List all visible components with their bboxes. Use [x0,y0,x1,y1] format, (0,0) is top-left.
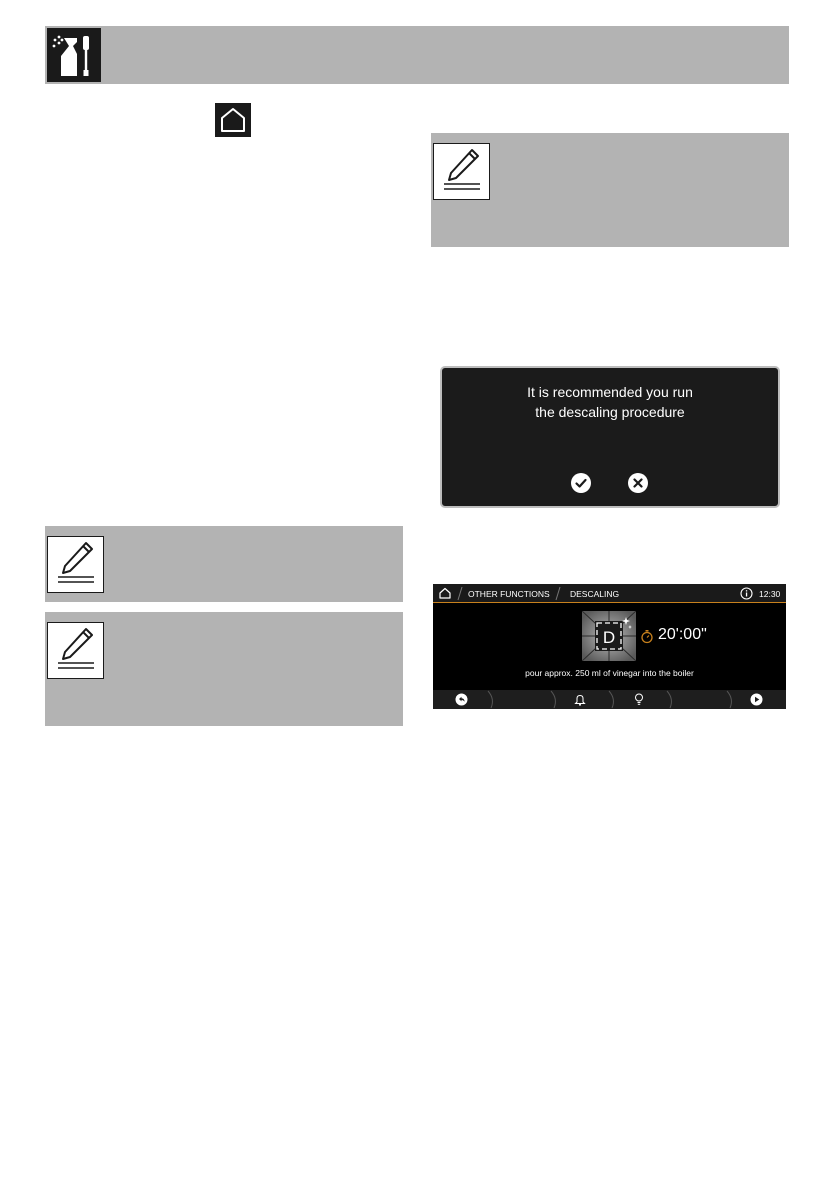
bulb-icon[interactable] [634,693,644,706]
note-box [45,612,403,726]
note-box [431,133,789,247]
descaling-d-icon [582,611,636,661]
dialog-message-line-1: It is recommended you run [527,384,693,400]
descaling-recommendation-dialog [440,366,780,508]
breadcrumb-descaling: DESCALING [570,589,620,599]
bell-icon[interactable] [574,693,586,706]
cleaning-tools-icon [47,28,101,82]
stopwatch-icon [640,629,654,644]
dialog-message-line-2: the descaling procedure [535,404,685,420]
info-icon[interactable] [740,587,753,600]
breadcrumb-other-functions[interactable]: OTHER FUNCTIONS [468,589,550,599]
screen-top-bar [433,584,786,603]
close-circle-icon[interactable] [628,473,648,493]
descaling-screen [433,584,786,709]
instruction-text: pour approx. 250 ml of vinegar into the boiler [525,668,694,678]
pencil-note-icon [433,143,490,200]
pencil-note-icon [47,622,104,679]
play-icon[interactable] [750,693,763,706]
breadcrumb-separator [457,586,463,601]
home-icon [215,103,251,137]
pencil-note-icon [47,536,104,593]
breadcrumb-separator [555,586,561,601]
screen-bottom-bar [433,690,786,709]
back-icon[interactable] [455,693,468,706]
home-icon[interactable] [438,586,452,600]
section-header-band [45,26,789,84]
timer-value: 20':00" [658,626,707,643]
note-box [45,526,403,602]
svg-text:D: D [602,628,616,647]
check-circle-icon[interactable] [571,473,591,493]
clock-time: 12:30 [759,589,781,599]
dialog-message [442,382,778,422]
